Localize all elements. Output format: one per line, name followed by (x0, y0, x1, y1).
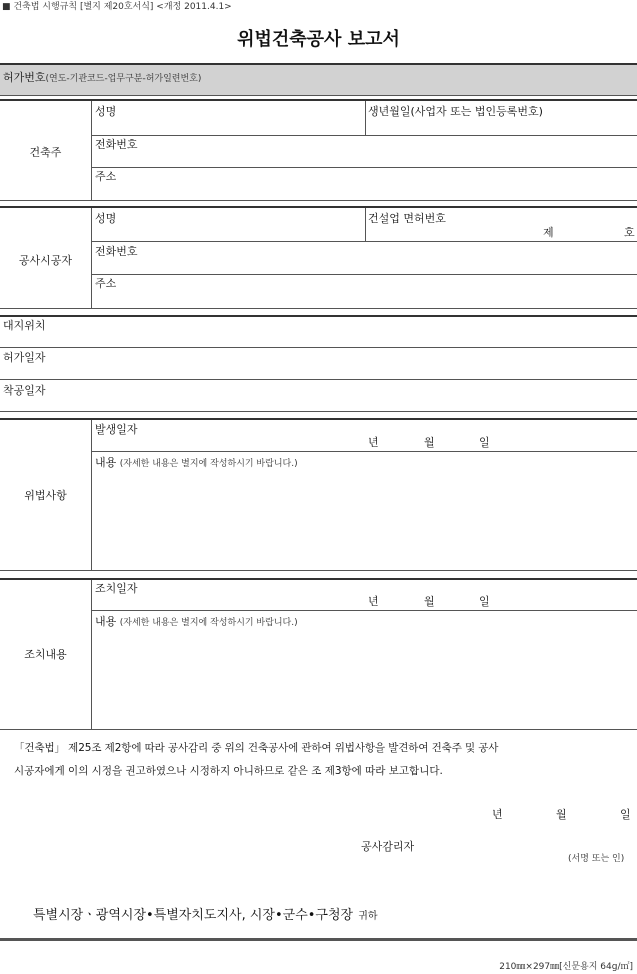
action-content-label: 내용 (95, 615, 117, 628)
contractor-name-label: 성명 (95, 212, 117, 225)
violation-date-label: 발생일자 (95, 423, 138, 436)
violation-section-label: 위법사항 (24, 489, 67, 502)
contractor-license-ho: 호 (624, 226, 635, 239)
action-date-label: 조치일자 (95, 582, 138, 595)
permit-number-row (0, 63, 637, 96)
form-title: 위법건축공사 보고서 (237, 29, 400, 50)
violation-content-label: 내용 (95, 456, 117, 469)
violation-month: 월 (424, 436, 435, 449)
owner-phone-label: 전화번호 (95, 138, 138, 151)
action-year: 년 (368, 595, 379, 608)
action-content-hint: (자세한 내용은 별지에 작성하시기 바랍니다.) (119, 618, 298, 628)
paper-size-note: 210㎜×297㎜[신문용지 64g/㎡] (499, 962, 633, 972)
permit-date-label: 허가일자 (3, 351, 46, 364)
violation-year: 년 (368, 436, 379, 449)
signature-hint: (서명 또는 인) (568, 854, 625, 864)
contractor-license-je: 제 (543, 226, 554, 239)
violation-day: 일 (479, 436, 490, 449)
action-month: 월 (424, 595, 435, 608)
sign-month: 월 (556, 808, 567, 821)
owner-section-label: 건축주 (29, 146, 62, 159)
owner-name-label: 성명 (95, 105, 117, 118)
start-date-label: 착공일자 (3, 384, 46, 397)
supervisor-label: 공사감리자 (361, 840, 415, 853)
contractor-section-label: 공사시공자 (18, 254, 73, 267)
violation-content-hint: (자세한 내용은 별지에 작성하시기 바랍니다.) (119, 459, 298, 469)
contractor-phone-label: 전화번호 (95, 245, 138, 258)
recipient-suffix: 귀하 (358, 911, 378, 922)
recipient-label: 특별시장ㆍ광역시장•특별자치도지사, 시장•군수•구청장 (33, 908, 354, 923)
statement-line-1: 「건축법」 제25조 제2항에 따라 공사감리 중 위의 건축공사에 관하여 위법사항을 발견하여 건축주 및 공사 (14, 742, 499, 754)
owner-birth-label: 생년월일(사업자 또는 법인등록번호) (368, 105, 543, 118)
form-header-note: ■ 건축법 시행규칙 [별지 제20호서식] <개정 2011.4.1> (2, 2, 232, 12)
owner-address-label: 주소 (95, 170, 117, 183)
action-section-label: 조치내용 (24, 648, 67, 661)
contractor-license-label: 건설업 면허번호 (368, 212, 446, 225)
statement-line-2: 시공자에게 이의 시정을 권고하였으나 시정하지 아니하므로 같은 조 제3항에 따라 보고합니다. (14, 765, 443, 777)
site-location-label: 대지위치 (3, 319, 46, 332)
permit-number-label: 허가번호 (3, 71, 46, 84)
sign-day: 일 (620, 808, 631, 821)
action-day: 일 (479, 595, 490, 608)
sign-year: 년 (492, 808, 503, 821)
permit-number-hint: (연도-기관코드-업무구분-허가일련번호) (45, 74, 202, 84)
contractor-address-label: 주소 (95, 277, 117, 290)
